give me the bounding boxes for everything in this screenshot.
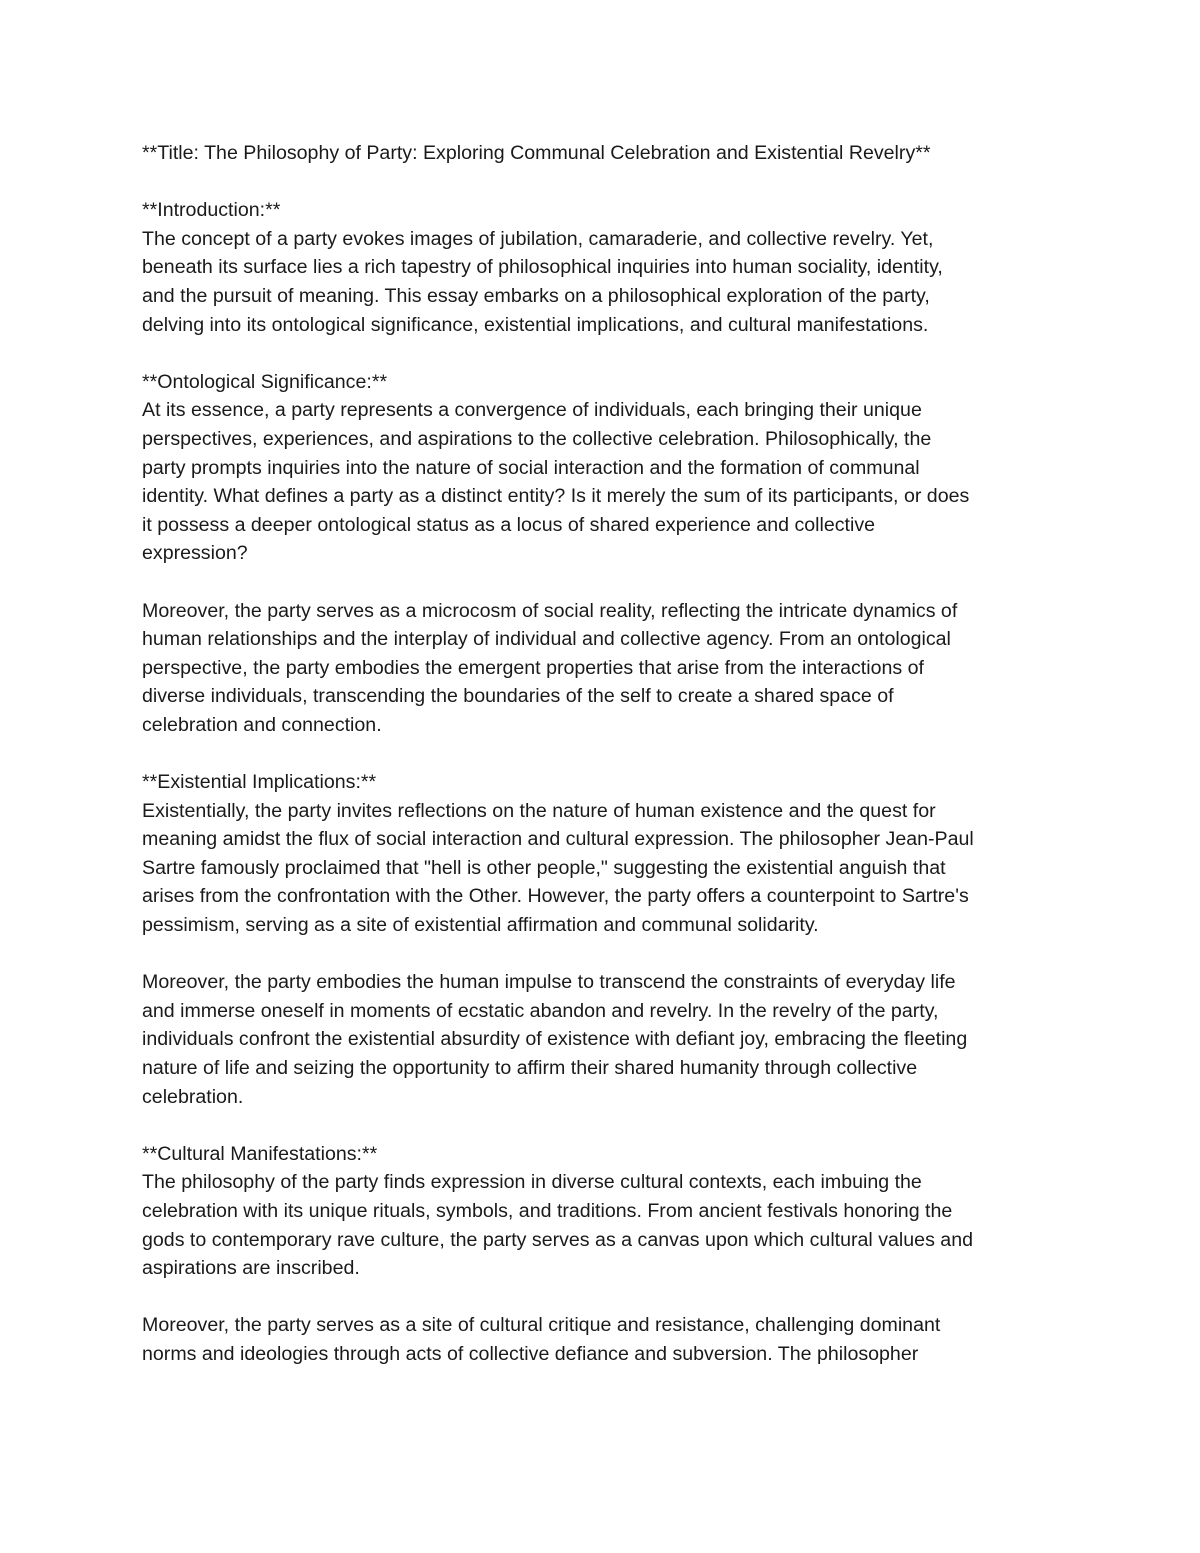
body-text-line: aspirations are inscribed. <box>142 1257 360 1280</box>
body-text-line: meaning amidst the flux of social interaction and cultural expression. The philosopher Jean-Paul <box>142 828 974 851</box>
body-text-line: and immerse oneself in moments of ecstatic abandon and revelry. In the revelry of the party, <box>142 999 939 1022</box>
body-text-line: Existentially, the party invites reflections on the nature of human existence and the quest for <box>142 799 936 822</box>
body-text-line: nature of life and seizing the opportunity to affirm their shared humanity through collective <box>142 1057 918 1079</box>
body-text-line: celebration with its unique rituals, symbols, and traditions. From ancient festivals honoring the <box>142 1199 953 1222</box>
body-text-line: and the pursuit of meaning. This essay embarks on a philosophical exploration of the party, <box>142 284 930 307</box>
section-heading: **Title: The Philosophy of Party: Exploring Communal Celebration and Existential Revelry** <box>142 142 931 164</box>
blank-line <box>142 339 1072 368</box>
section-heading: **Introduction:** <box>142 199 281 222</box>
document-body <box>142 139 1072 1369</box>
body-text-line: Sartre famously proclaimed that "hell is other people," suggesting the existential anguish that <box>142 856 946 879</box>
blank-line <box>142 739 1072 768</box>
body-text-line: identity. What defines a party as a distinct entity? Is it merely the sum of its participants, or does <box>142 485 970 508</box>
body-text-line: perspective, the party embodies the emergent properties that arise from the interactions of <box>142 656 924 679</box>
blank-line <box>142 1111 1072 1140</box>
body-text-line: celebration and connection. <box>142 713 382 736</box>
body-text-line: delving into its ontological significance, existential implications, and cultural manifestations. <box>142 313 929 336</box>
blank-line <box>142 1283 1072 1312</box>
body-text-line: perspectives, experiences, and aspirations to the collective celebration. Philosophically, the <box>142 427 932 450</box>
body-text-line: pessimism, serving as a site of existential affirmation and communal solidarity. <box>142 914 819 937</box>
body-text-line: arises from the confrontation with the Other. However, the party offers a counterpoint to Sartre's <box>142 885 969 908</box>
body-text-line: diverse individuals, transcending the boundaries of the self to create a shared space of <box>142 685 894 708</box>
body-text-line: gods to contemporary rave culture, the party serves as a canvas upon which cultural values and <box>142 1228 974 1251</box>
blank-line <box>142 568 1072 597</box>
body-text-line: norms and ideologies through acts of collective defiance and subversion. The philosopher <box>142 1342 919 1365</box>
body-text-line: The philosophy of the party finds expression in diverse cultural contexts, each imbuing the <box>142 1171 922 1194</box>
section-heading: **Ontological Significance:** <box>142 370 388 393</box>
body-text-line: celebration. <box>142 1085 244 1108</box>
body-text-line: party prompts inquiries into the nature of social interaction and the formation of communal <box>142 456 920 479</box>
body-text-line: The concept of a party evokes images of jubilation, camaraderie, and collective revelry. Yet, <box>142 227 934 250</box>
body-text-line: human relationships and the interplay of individual and collective agency. From an ontological <box>142 628 951 651</box>
blank-line <box>142 168 1072 197</box>
body-text-line: expression? <box>142 542 248 565</box>
body-text-line: Moreover, the party embodies the human impulse to transcend the constraints of everyday life <box>142 971 956 994</box>
body-text-line: Moreover, the party serves as a microcosm of social reality, reflecting the intricate dynamics of <box>142 599 958 622</box>
body-text-line: Moreover, the party serves as a site of cultural critique and resistance, challenging dominant <box>142 1314 941 1337</box>
blank-line <box>142 940 1072 969</box>
section-heading: **Cultural Manifestations:** <box>142 1142 378 1165</box>
body-text-line: beneath its surface lies a rich tapestry of philosophical inquiries into human sociality, identity, <box>142 256 943 279</box>
body-text-line: it possess a deeper ontological status as a locus of shared experience and collective <box>142 513 876 536</box>
section-heading: **Existential Implications:** <box>142 771 377 794</box>
body-text-line: individuals confront the existential absurdity of existence with defiant joy, embracing the fleeting <box>142 1028 968 1051</box>
body-text-line: At its essence, a party represents a convergence of individuals, each bringing their unique <box>142 399 922 422</box>
